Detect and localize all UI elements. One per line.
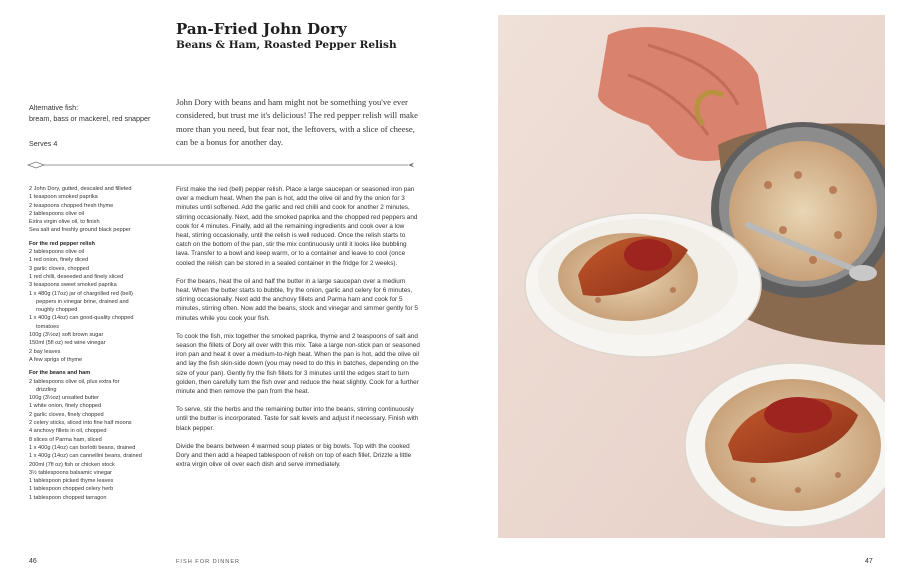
ingredient-line: tomatoes	[36, 323, 60, 330]
ingredient-line: roughly chopped	[36, 307, 78, 314]
ingredient-line: 100g (3½oz) soft brown sugar	[29, 332, 104, 339]
beans-heading: For the beans and ham	[29, 370, 91, 377]
ingredients-beans	[29, 378, 169, 502]
ingredients-main	[29, 185, 169, 235]
alternative-fish	[29, 103, 150, 124]
method-text	[176, 185, 420, 478]
relish-heading: For the red pepper relish	[29, 240, 95, 247]
ingredient-line: 2 bay leaves	[29, 348, 61, 355]
ingredient-line: 2 celery sticks, sliced into fine half moons	[29, 420, 132, 427]
ingredient-line: 150ml (5fl oz) red wine vinegar	[29, 340, 106, 347]
ingredient-line: 8 slices of Parma ham, sliced	[29, 436, 102, 443]
ingredient-line: 1 teaspoon smoked paprika	[29, 194, 98, 201]
method-paragraph: For the beans, heat the oil and half the butter in a large saucepan over a medium heat. When the butter starts to bubble, fry the onion, garlic and celery for 6 minutes, stirring occasionally. Next add the anchovy fillets and Parma ham and cook for 5 minutes, stirring often. Now add the beans, stock and vinegar and simmer gently for 5 minutes while you cook your fish.	[176, 277, 418, 322]
ingredient-line: 1 tablespoon chopped celery herb	[29, 486, 114, 493]
ingredient-line: 1 x 400g (14oz) can good-quality chopped	[29, 315, 134, 322]
recipe-intro: John Dory with beans and ham might not be something you've ever considered, but trust me it's delicious! The red pepper relish will make more than you need, but fear not, the leftovers, with a slice of cheese, can be a bonus for another day.	[176, 97, 418, 148]
ingredient-line: 3½ tablespoons balsamic vinegar	[29, 469, 113, 476]
ingredient-line: 2 tablespoons olive oil	[29, 249, 85, 256]
food-photo-illustration	[498, 15, 885, 538]
ingredient-line: drizzling	[36, 386, 57, 393]
ingredient-line: 2 teaspoons chopped fresh thyme	[29, 202, 114, 209]
right-page	[450, 0, 900, 586]
page-number-right: 47	[865, 558, 873, 565]
ingredient-line: 3 garlic cloves, chopped	[29, 265, 90, 272]
recipe-title: Pan-Fried John Dory	[176, 20, 347, 38]
method-paragraph: To cook the fish, mix together the smoked paprika, thyme and 2 teaspoons of salt and season the fillets of Dory all over with this mix. Take a large non-stick pan or seasoned iron pan and heat it over a medium-to-high heat. When the pan is hot, add the olive oil and lay the fish skin-side down (you may need to do this in batches, depending on the size of your pan). Gently fry the fish fillets for 3 minutes until the edges start to turn golden, then carefully turn the fish over and reduce the heat slightly. Cook for a further minute and then remove the pan from the heat.	[176, 332, 420, 396]
ornamental-divider	[26, 160, 418, 170]
ingredient-line: 1 x 400g (14oz) can cannellini beans, drained	[29, 453, 142, 460]
ingredient-line: 1 tablespoon chopped tarragon	[29, 494, 107, 501]
ingredient-line: peppers in vinegar brine, drained and	[36, 298, 129, 305]
alternative-fish-value: bream, bass or mackerel, red snapper	[29, 113, 151, 123]
page-number-left: 46	[29, 558, 37, 565]
ingredient-line: 1 red chilli, deseeded and finely sliced	[29, 273, 124, 280]
ingredient-line: 2 tablespoons olive oil, plus extra for	[29, 378, 120, 385]
serves: Serves 4	[29, 139, 58, 148]
ingredient-line: 1 white onion, finely chopped	[29, 403, 102, 410]
ingredient-line: Extra virgin olive oil, to finish	[29, 219, 100, 226]
ingredient-line: 200ml (7fl oz) fish or chicken stock	[29, 461, 115, 468]
food-photo	[498, 15, 885, 538]
method-paragraph: Divide the beans between 4 warmed soup plates or big bowls. Top with the cooked Dory and then add a heaped tablespoon of relish on top of each fillet. Drizzle a little extra virgin olive oil over each dish and serve immediately.	[176, 442, 412, 469]
ingredient-line: 2 tablespoons olive oil	[29, 210, 85, 217]
ingredient-line: 1 x 400g (14oz) can borlotti beans, drained	[29, 444, 136, 451]
ingredients-list	[29, 185, 169, 502]
method-paragraph: To serve, stir the herbs and the remaining butter into the beans, stirring continuously until the butter is incorporated. Taste for salt levels and adjust if necessary. Finish with black pepper.	[176, 406, 419, 432]
ingredient-line: 2 garlic cloves, finely chopped	[29, 411, 104, 418]
alternative-fish-label: Alternative fish:	[29, 103, 79, 112]
ingredient-line: 3 teaspoons sweet smoked paprika	[29, 282, 117, 289]
ingredient-line: 2 John Dory, gutted, descaled and filleted	[29, 186, 132, 192]
ingredients-relish	[29, 248, 169, 364]
ingredient-line: 1 tablespoon picked thyme leaves	[29, 478, 114, 485]
ingredient-line: 4 anchovy fillets in oil, chopped	[29, 428, 107, 435]
ingredient-line: A few sprigs of thyme	[29, 356, 83, 363]
ingredient-line: 100g (3½oz) unsalted butter	[29, 395, 99, 402]
ingredient-line: 1 x 480g (17oz) jar of chargrilled red (bell)	[29, 290, 133, 297]
ingredient-line: 1 red onion, finely diced	[29, 257, 89, 264]
ingredient-line: Sea salt and freshly ground black pepper	[29, 227, 131, 234]
running-head: FISH FOR DINNER	[176, 559, 241, 565]
method-paragraph: First make the red (bell) pepper relish. Place a large saucepan or seasoned iron pan over a medium heat. When the pan is hot, add the olive oil and fry the onion for 3 minutes until softened. Add the garlic and red chilli and cook for another 2 minutes, stirring occasionally. Next, add the smoked paprika and the chopped red peppers and cook for 4 minutes. Finally, add all the remaining ingredients and cook over a low heat, stirring occasionally, until the relish is well reduced. Once the relish starts to catch on the bottom of the pan, stir the mix continuously until it looks like bubbling lava. Transfer to a bowl and keep warm, or to a container and leave to cool (once cooled the relish can be stored in a sealed container in the fridge for 2 weeks).	[176, 186, 418, 267]
recipe-subtitle: Beans & Ham, Roasted Pepper Relish	[176, 39, 397, 51]
